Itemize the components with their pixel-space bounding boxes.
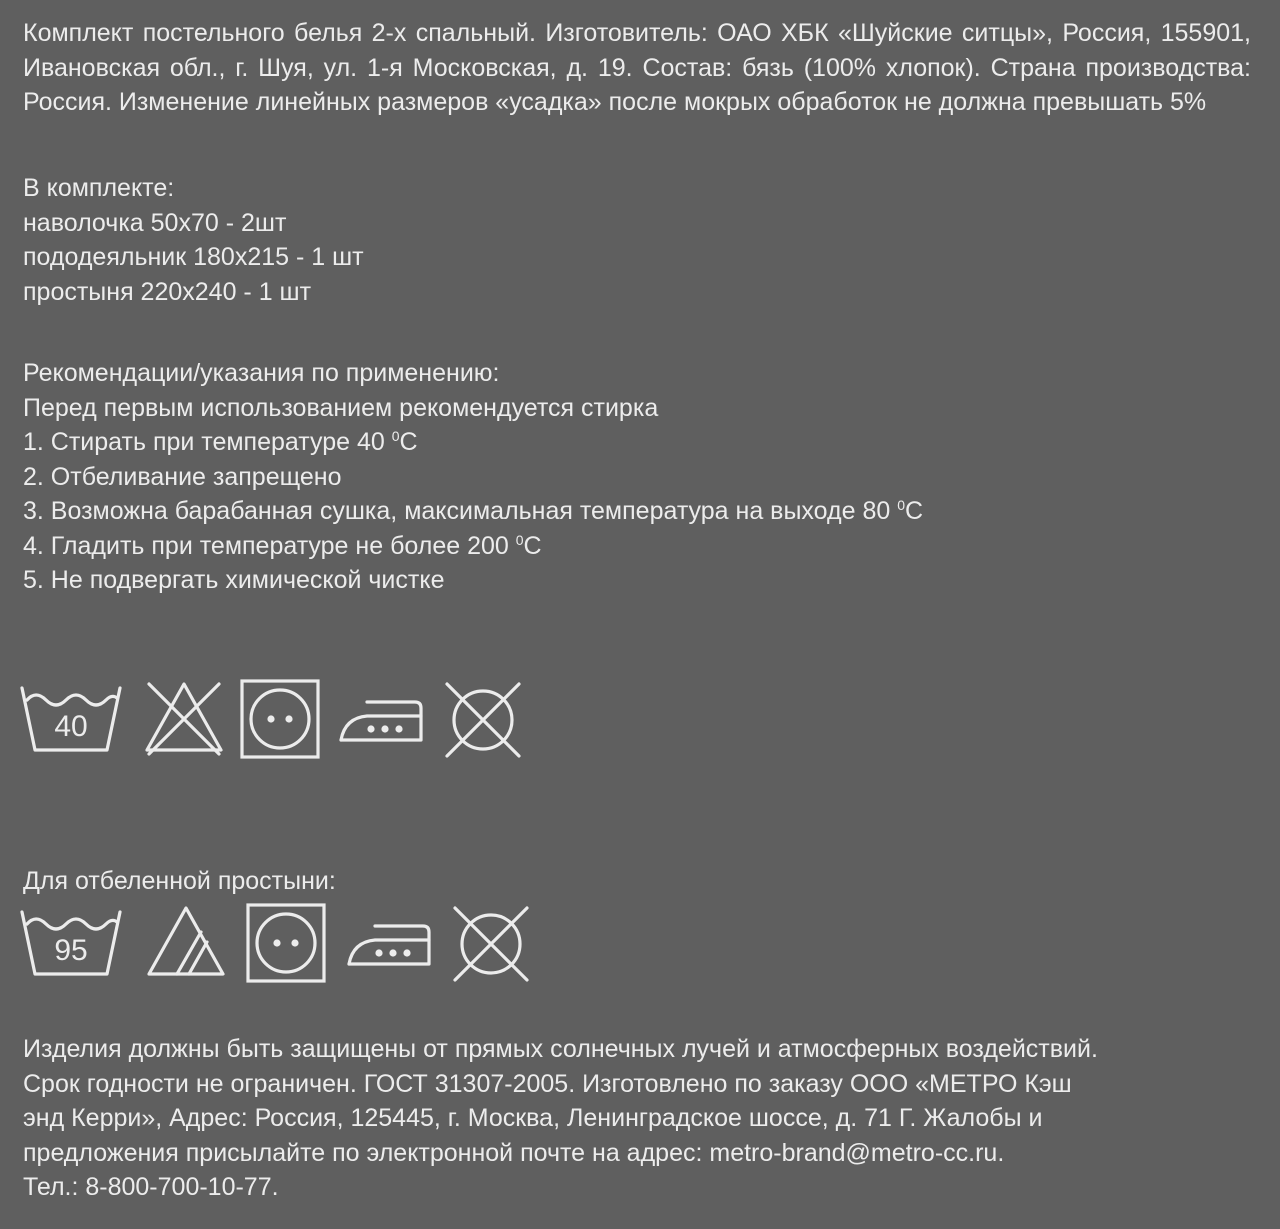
- care-section: [23, 356, 1251, 598]
- kit-item: пододеяльник 180х215 - 1 шт: [23, 243, 364, 271]
- intro-paragraph: Комплект постельного белья 2-х спальный. Изготовитель: ОАО ХБК «Шуйские ситцы», Россия, 155901, Ивановская обл., г. Шуя, ул. 1-я Московская, д. 19. Состав: бязь (100% хлопок). Страна производства: Россия. Изменение линейных размеров «усадка» после мокрых обработок не должна превышать 5%: [23, 19, 1251, 116]
- kit-section: [23, 171, 1251, 309]
- care-step: 2. Отбеливание запрещено: [23, 462, 342, 491]
- tumble-dry-icon: [245, 902, 327, 984]
- no-dry-clean-icon: [441, 678, 525, 762]
- footer-line: энд Керри», Адрес: Россия, 125445, г. Москва, Ленинградское шоссе, д. 71 Г. Жалобы и: [23, 1104, 1043, 1132]
- care-note: Перед первым использованием рекомендуется стирка: [23, 393, 659, 422]
- kit-heading: В комплекте:: [23, 174, 175, 202]
- footer-line: предложения присылайте по электронной почте на адрес: metro-brand@metro-cc.ru.: [23, 1138, 1005, 1167]
- bleach-allowed-icon: [143, 902, 229, 982]
- footer-section: [23, 1032, 1251, 1205]
- kit-item: наволочка 50х70 - 2шт: [23, 208, 287, 237]
- wash-95-icon: [19, 902, 125, 982]
- footer-line: Тел.: 8-800-700-10-77.: [23, 1173, 279, 1201]
- kit-item: простыня 220х240 - 1 шт: [23, 277, 312, 306]
- footer-line: Изделия должны быть защищены от прямых солнечных лучей и атмосферных воздействий.: [23, 1035, 1098, 1063]
- care-step: 3. Возможна барабанная сушка, максимальная температура на выходе 80 $^0$C: [23, 497, 924, 525]
- tumble-dry-icon: [239, 678, 321, 760]
- wash-temp-label: 40: [54, 710, 88, 743]
- care-icons-row: [19, 678, 525, 762]
- care-heading: Рекомендации/указания по применению:: [23, 359, 500, 387]
- bleached-section: [23, 864, 1251, 899]
- care-step: 1. Стирать при температуре 40 $^0$C: [23, 428, 418, 456]
- bleached-icons-row: [19, 902, 533, 986]
- wash-temp-label: 95: [54, 934, 88, 967]
- bleached-heading: Для отбеленной простыни:: [23, 867, 336, 895]
- care-step: 5. Не подвергать химической чистке: [23, 566, 445, 594]
- no-bleach-icon: [141, 678, 227, 758]
- care-step: 4. Гладить при температуре не более 200 $^0$C: [23, 531, 542, 560]
- no-dry-clean-icon: [449, 902, 533, 986]
- wash-40-icon: [19, 678, 125, 758]
- iron-200-icon: [337, 678, 427, 758]
- footer-line: Срок годности не ограничен. ГОСТ 31307-2005. Изготовлено по заказу ООО «МЕТРО Кэш: [23, 1069, 1072, 1098]
- iron-200-icon: [345, 902, 435, 982]
